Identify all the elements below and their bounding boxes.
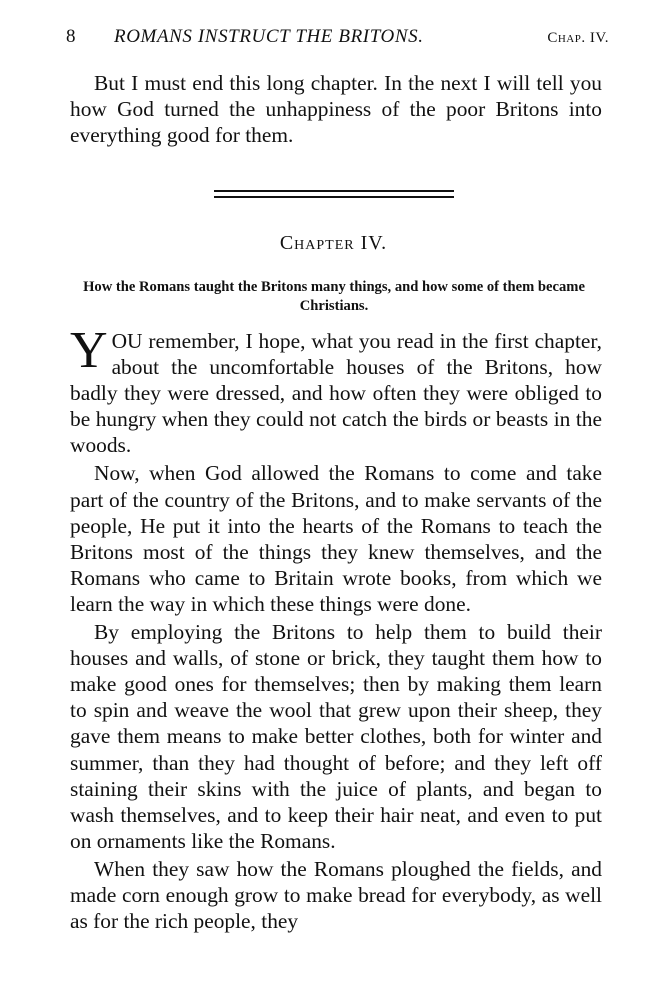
chapter-body <box>70 322 602 934</box>
paragraph-1-text: OU remember, I hope, what you read in the first chapter, about the uncomfortable houses of the Britons, how badly they were dressed, and how often they were obliged to be hungry when they could not catch the birds or beasts in the woods. <box>70 329 602 458</box>
running-head <box>66 26 609 54</box>
paragraph-4: When they saw how the Romans ploughed the fields, and made corn enough grow to make bread for everybody, as well as for the rich people, they <box>70 856 602 934</box>
opening-paragraph: But I must end this long chapter. In the next I will tell you how God turned the unhappiness of the poor Britons into everything good for them. <box>70 71 602 148</box>
page-number: 8 <box>66 26 76 47</box>
paragraph-3: By employing the Britons to help them to build their houses and walls, of stone or brick, they taught them how to make good ones for themselves; then by making them learn to spin and weave the wool that grew upon their sheep, they gave them means to make better clothes, both for winter and summer, than they had thought of before; and they left off staining their skins with the juice of plants, and began to wash themselves, and to keep their hair neat, and even to put on ornaments like the Romans. <box>70 620 602 853</box>
paragraph-1 <box>70 322 602 458</box>
section-rule-top <box>214 190 454 192</box>
drop-cap: Y <box>70 322 108 379</box>
chapter-reference: Chap. IV. <box>547 30 609 46</box>
paragraph-2: Now, when God allowed the Romans to come and take part of the country of the Britons, and to make servants of the people, He put it into the hearts of the Romans to teach the Britons most of the things they knew themselves, and the Romans who came to Britain wrote books, from which we learn the way in which these things were done. <box>70 461 602 616</box>
chapter-heading: Chapter IV. <box>279 232 388 254</box>
section-rule-bottom <box>214 196 454 198</box>
chapter-summary: How the Romans taught the Britons many things, and how some of them became Christians. <box>83 279 585 314</box>
running-title: ROMANS INSTRUCT THE BRITONS. <box>114 26 424 47</box>
